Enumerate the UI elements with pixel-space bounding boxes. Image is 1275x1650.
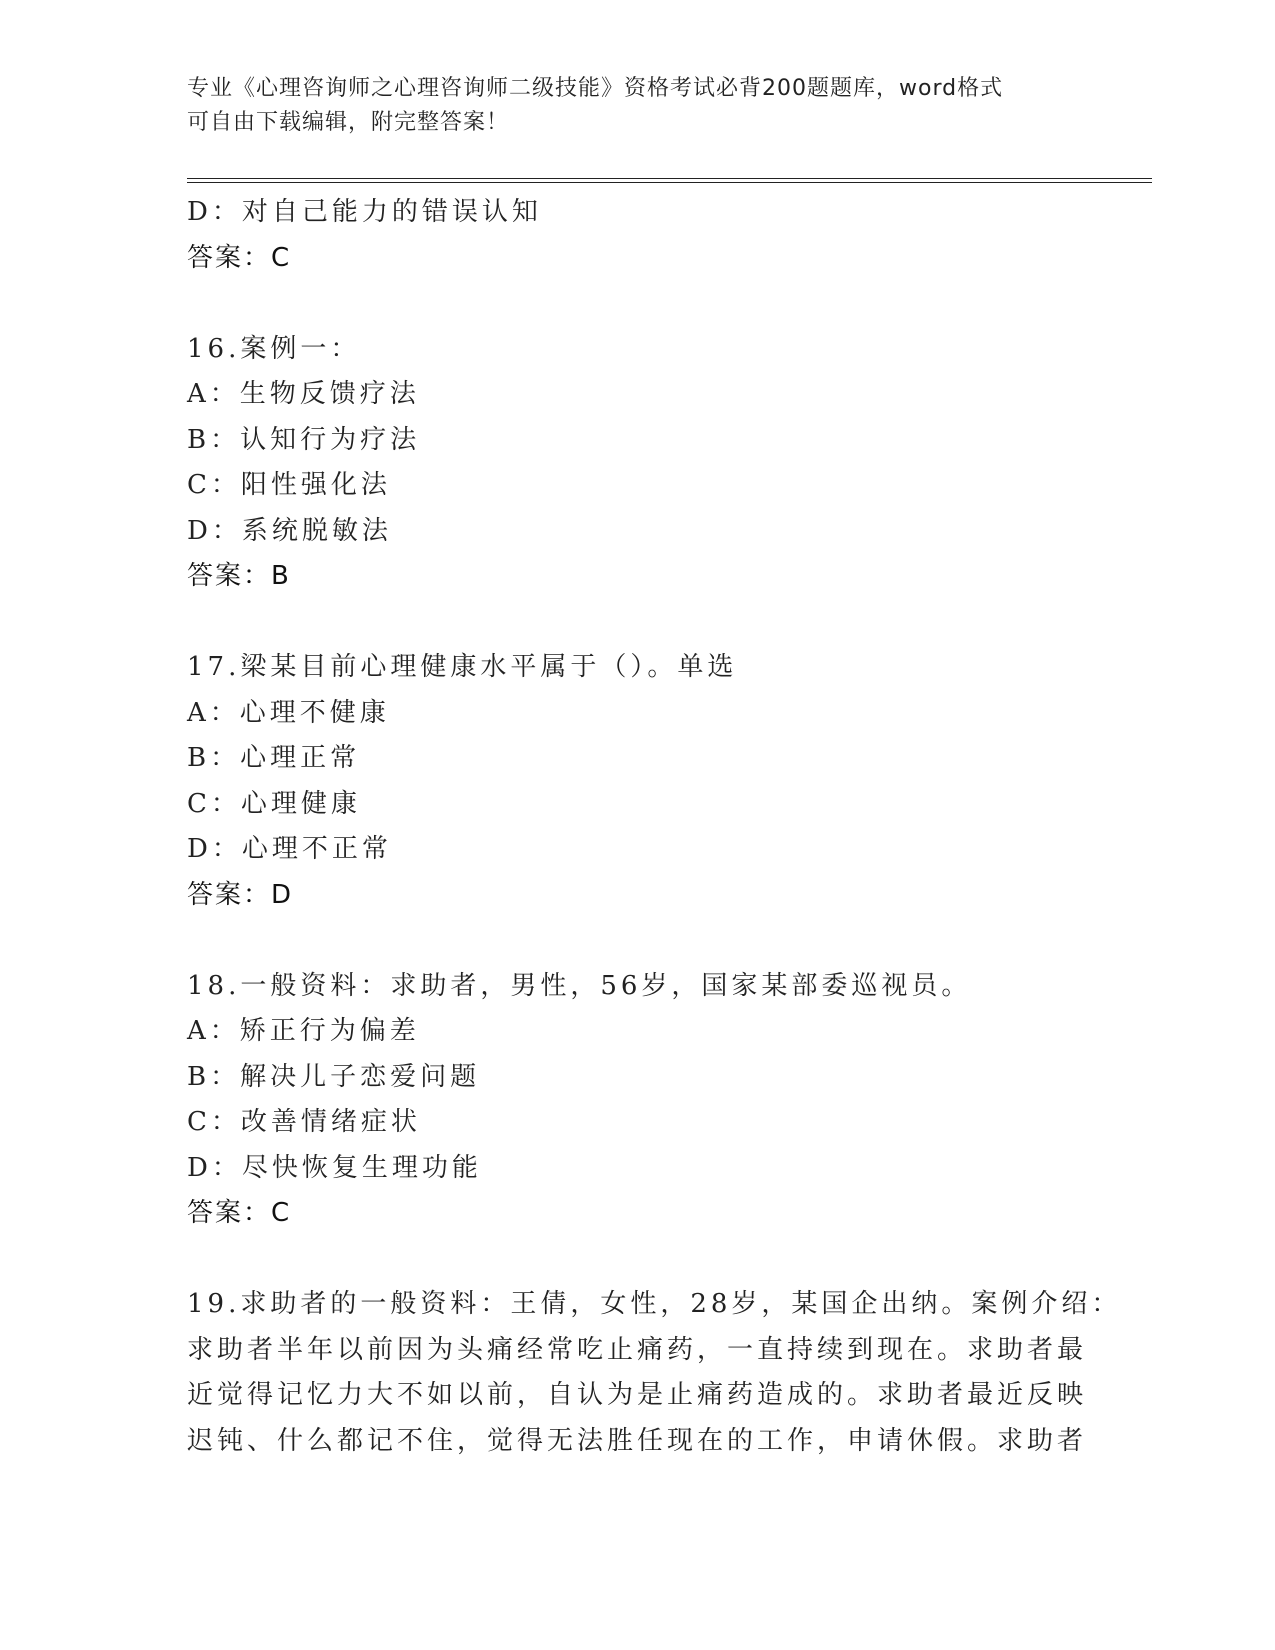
option-a: A：心理不健康 [187, 697, 390, 728]
q15-option-d: D：对自己能力的错误认知 [187, 197, 542, 227]
spacer [187, 918, 1067, 964]
option-d: D：系统脱敏法 [187, 515, 392, 546]
question-19 [187, 1282, 1122, 1464]
spacer [187, 281, 1067, 327]
answer: 答案：B [187, 561, 291, 591]
question-19-line-1: 19.求助者的一般资料：王倩，女性，28岁，某国企出纳。案例介绍： [187, 1289, 1122, 1319]
question-stem: 17.梁某目前心理健康水平属于（）。单选 [187, 652, 738, 682]
question-17 [187, 645, 1067, 918]
option-b: B：解决儿子恋爱问题 [187, 1061, 481, 1092]
header-divider-top [187, 178, 1152, 179]
option-d: D：心理不正常 [187, 834, 392, 864]
question-18 [187, 964, 1067, 1237]
option-c: C：改善情绪症状 [187, 1107, 421, 1137]
document-body [187, 190, 1122, 1464]
question-stem: 18.一般资料：求助者，男性，56岁，国家某部委巡视员。 [187, 970, 972, 1001]
spacer [187, 1237, 1067, 1283]
question-16 [187, 327, 1067, 600]
spacer [187, 600, 1067, 646]
question-stem: 16.案例一： [187, 333, 361, 364]
q15-answer: 答案：C [187, 242, 292, 273]
answer: 答案：D [187, 879, 294, 910]
option-a: A：生物反馈疗法 [187, 379, 420, 409]
question-19-line-3: 近觉得记忆力大不如以前，自认为是止痛药造成的。求助者最近反映 [187, 1380, 1088, 1410]
option-c: C：阳性强化法 [187, 470, 391, 500]
document-header [187, 72, 1067, 140]
question-19-line-2: 求助者半年以前因为头痛经常吃止痛药，一直持续到现在。求助者最 [187, 1334, 1088, 1365]
option-c: C：心理健康 [187, 788, 361, 819]
option-d: D：尽快恢复生理功能 [187, 1152, 482, 1183]
header-title-line-2: 可自由下载编辑，附完整答案！ [187, 110, 510, 135]
answer: 答案：C [187, 1198, 292, 1228]
option-b: B：认知行为疗法 [187, 424, 421, 455]
header-title-line-1: 专业《心理咨询师之心理咨询师二级技能》资格考试必背200题题库，word格式 [187, 76, 1004, 101]
option-b: B：心理正常 [187, 743, 361, 773]
question-19-line-4: 迟钝、什么都记不住，觉得无法胜任现在的工作，申请休假。求助者 [187, 1425, 1088, 1456]
option-a: A：矫正行为偏差 [187, 1016, 420, 1046]
header-divider-bottom [187, 182, 1152, 183]
